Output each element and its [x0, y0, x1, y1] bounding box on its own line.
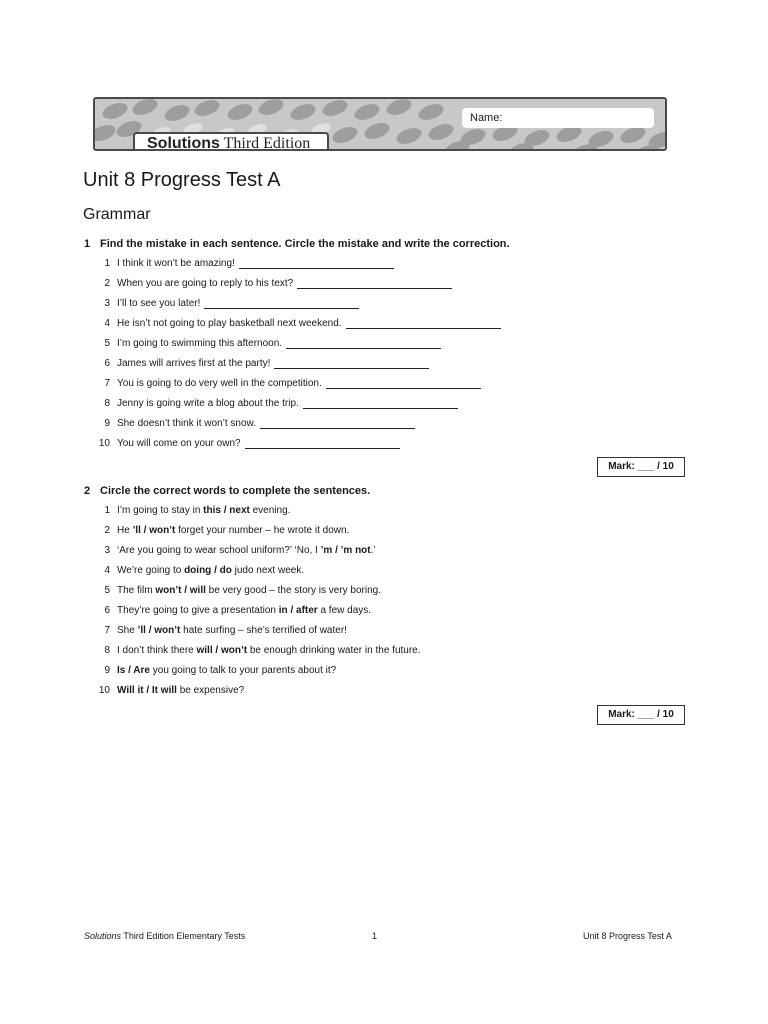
item-sentence [117, 604, 371, 618]
item-number: 6 [104, 605, 110, 616]
footer-book: Third Edition Elementary Tests [121, 931, 246, 941]
answer-blank[interactable] [326, 377, 481, 389]
word-choice[interactable]: ’m / ’m not [320, 545, 371, 556]
word-choice[interactable]: Is / Are [117, 665, 150, 676]
page-number: 1 [372, 931, 378, 941]
item-sentence[interactable]: She doesn’t think it won’t snow. [117, 418, 256, 429]
sentence-end: be expensive? [176, 685, 245, 696]
question-number: 2 [84, 485, 91, 497]
word-choice[interactable]: won’t / will [155, 585, 206, 596]
list-item [90, 277, 650, 297]
sentence-end: evening. [249, 505, 291, 516]
sentence-end: a few days. [317, 605, 372, 616]
item-number: 5 [104, 338, 110, 349]
sentence-start: I don’t think there [117, 645, 197, 656]
question-text: Circle the correct words to complete the sentences. [100, 485, 371, 497]
answer-blank[interactable] [286, 337, 441, 349]
item-number: 9 [104, 418, 110, 429]
sentence-start: They’re going to give a presentation [117, 605, 279, 616]
list-item [90, 624, 650, 644]
brand-edition: Third Edition [219, 135, 311, 151]
item-sentence [117, 564, 304, 578]
item-number: 3 [104, 545, 110, 556]
list-item [90, 504, 650, 524]
footer-series: Solutions [84, 931, 122, 941]
list-item [90, 524, 650, 544]
header-banner [93, 97, 667, 151]
item-number: 8 [104, 398, 110, 409]
list-item [90, 437, 650, 457]
item-number: 7 [104, 378, 110, 389]
list-item [90, 317, 650, 337]
sentence-start: I’m going to stay in [117, 505, 204, 516]
name-field[interactable] [462, 108, 654, 128]
answer-blank[interactable] [346, 317, 501, 329]
item-number: 9 [104, 665, 110, 676]
item-sentence[interactable]: You will come on your own? [117, 438, 241, 449]
mark-box[interactable]: Mark: ___ / 10 [597, 457, 685, 477]
item-sentence [117, 584, 381, 598]
list-item [90, 337, 650, 357]
item-sentence[interactable]: You is going to do very well in the competition. [117, 378, 322, 389]
item-sentence[interactable]: I think it won’t be amazing! [117, 258, 235, 269]
list-item [90, 664, 650, 684]
list-item [90, 297, 650, 317]
answer-blank[interactable] [260, 417, 415, 429]
item-number: 10 [98, 438, 110, 449]
sentence-end: you going to talk to your parents about it? [149, 665, 337, 676]
sentence-start: We’re going to [117, 565, 185, 576]
item-number: 4 [104, 565, 110, 576]
item-sentence [117, 644, 421, 658]
question-number: 1 [84, 238, 91, 250]
sentence-end: be enough drinking water in the future. [247, 645, 421, 656]
item-number: 6 [104, 358, 110, 369]
word-choice[interactable]: ’ll / won’t [137, 625, 181, 636]
list-item [90, 417, 650, 437]
item-sentence[interactable]: I’ll to see you later! [117, 298, 201, 309]
word-choice[interactable]: this / next [203, 505, 250, 516]
list-item [90, 644, 650, 664]
item-number: 10 [98, 685, 110, 696]
answer-blank[interactable] [274, 357, 429, 369]
item-number: 4 [104, 318, 110, 329]
brand-name: Solutions [147, 135, 220, 151]
word-choice[interactable]: doing / do [184, 565, 232, 576]
item-sentence[interactable]: I’m going to swimming this afternoon. [117, 338, 283, 349]
list-item [90, 357, 650, 377]
list-item [90, 257, 650, 277]
list-item [90, 397, 650, 417]
word-choice[interactable]: will / won’t [196, 645, 248, 656]
footer-right: Unit 8 Progress Test A [583, 931, 672, 941]
list-item [90, 544, 650, 564]
list-item [90, 564, 650, 584]
question-1-instruction [84, 238, 510, 250]
item-number: 1 [104, 505, 110, 516]
section-heading: Grammar [83, 206, 151, 223]
sentence-end: be very good – the story is very boring. [205, 585, 381, 596]
item-number: 8 [104, 645, 110, 656]
list-item [90, 604, 650, 624]
word-choice[interactable]: ’ll / won’t [132, 525, 176, 536]
question-1-items [90, 257, 650, 457]
sentence-start: ‘Are you going to wear school uniform?’ ‘No, I [117, 545, 321, 556]
word-choice[interactable]: in / after [278, 605, 318, 616]
item-sentence [117, 544, 376, 558]
item-number: 2 [104, 525, 110, 536]
answer-blank[interactable] [245, 437, 400, 449]
list-item [90, 584, 650, 604]
answer-blank[interactable] [303, 397, 458, 409]
item-sentence [117, 684, 244, 698]
question-2-items [90, 504, 650, 704]
word-choice[interactable]: Will it / It will [117, 685, 177, 696]
item-number: 1 [104, 258, 110, 269]
list-item [90, 377, 650, 397]
item-sentence[interactable]: Jenny is going write a blog about the trip. [117, 398, 299, 409]
item-sentence [117, 664, 336, 678]
list-item [90, 684, 650, 704]
item-number: 5 [104, 585, 110, 596]
item-sentence [117, 624, 347, 638]
answer-blank[interactable] [204, 297, 359, 309]
answer-blank[interactable] [239, 257, 394, 269]
name-label: Name: [470, 112, 503, 124]
sentence-start: He [117, 525, 133, 536]
sentence-end: hate surfing – she’s terrified of water! [180, 625, 347, 636]
item-number: 2 [104, 278, 110, 289]
answer-blank[interactable] [297, 277, 452, 289]
item-sentence[interactable]: When you are going to reply to his text? [117, 278, 294, 289]
mark-box[interactable]: Mark: ___ / 10 [597, 705, 685, 725]
sentence-start: The film [117, 585, 156, 596]
sentence-end: .’ [370, 545, 376, 556]
item-number: 7 [104, 625, 110, 636]
sentence-start: She [117, 625, 138, 636]
sentence-end: judo next week. [231, 565, 305, 576]
item-sentence [117, 524, 349, 538]
item-sentence[interactable]: He isn’t not going to play basketball next weekend. [117, 318, 342, 329]
item-sentence [117, 504, 290, 518]
page-title: Unit 8 Progress Test A [83, 169, 281, 191]
sentence-end: forget your number – he wrote it down. [175, 525, 350, 536]
question-2-instruction [84, 485, 370, 497]
brand-logo [133, 132, 329, 151]
item-sentence[interactable]: James will arrives first at the party! [117, 358, 271, 369]
question-text: Find the mistake in each sentence. Circle the mistake and write the correction. [100, 238, 510, 250]
item-number: 3 [104, 298, 110, 309]
footer-left [84, 931, 245, 941]
